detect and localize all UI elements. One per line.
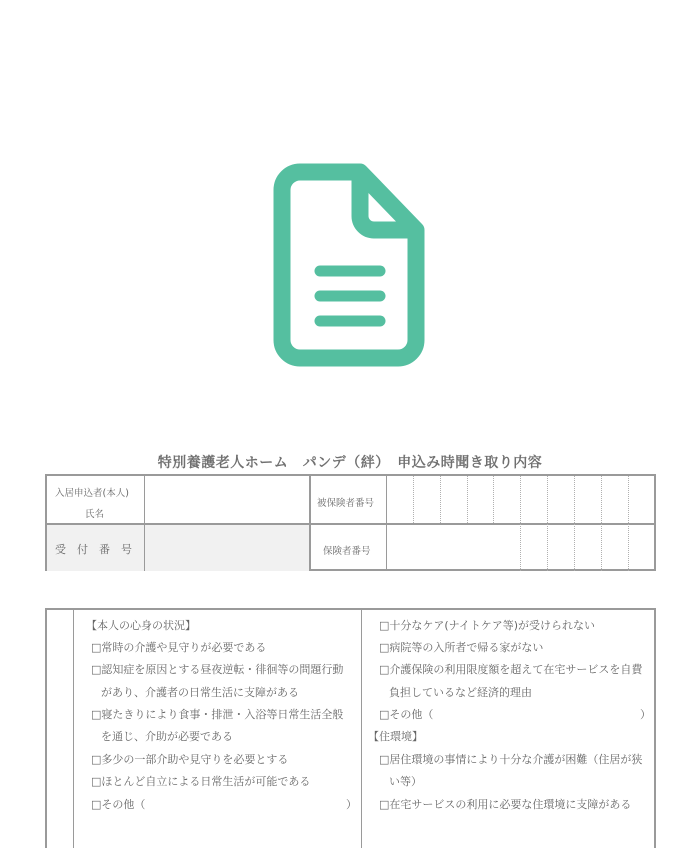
right-row-4-close: ）: [640, 708, 651, 721]
right-row-2: □介護保険の利用限度額を超えて在宅サービスを自費: [379, 663, 643, 676]
right-row-3: 負担しているなど経済的理由: [389, 686, 532, 699]
insured-number-label: 被保険者番号: [317, 498, 375, 509]
left-row-6: □多少の一部介助や見守りを必要とする: [91, 753, 289, 766]
right-row-0: □十分なケア(ナイトケア等)が受けられない: [379, 619, 595, 632]
left-row-8-close: ）: [346, 798, 357, 811]
insurer-number-label: 保険者番号: [323, 546, 371, 557]
left-row-8: □その他（: [91, 798, 146, 811]
left-row-1: □常時の介護や見守りが必要である: [91, 641, 267, 654]
applicant-label-1: 入居申込者(本人): [55, 488, 129, 499]
right-row-1: □病院等の入所者で帰る家がない: [379, 641, 544, 654]
header-table: [45, 474, 656, 571]
document-icon: [272, 160, 428, 370]
receipt-number-label: 受 付 番 号: [55, 543, 132, 556]
right-row-5: 【住環境】: [368, 730, 423, 743]
right-row-8: □在宅サービスの利用に必要な住環境に支障がある: [379, 798, 632, 811]
form-title: 特別養護老人ホーム パンデ（絆） 申込み時聞き取り内容: [157, 455, 543, 471]
right-row-7: い等）: [389, 775, 422, 788]
left-row-4: □寝たきりにより食事・排泄・入浴等日常生活全般: [91, 708, 344, 721]
applicant-label-2: 氏名: [85, 509, 105, 520]
left-row-5: を通じ、介助が必要である: [101, 730, 233, 743]
left-row-0: 【本人の心身の状況】: [86, 619, 196, 632]
left-row-3: があり、介護者の日常生活に支障がある: [101, 686, 299, 699]
left-row-2: □認知症を原因とする昼夜逆転・徘徊等の問題行動: [91, 663, 344, 676]
applicant-name-field[interactable]: [145, 476, 309, 523]
right-row-6: □居住環境の事情により十分な介護が困難（住居が狭: [379, 753, 643, 766]
left-row-7: □ほとんど自立による日常生活が可能である: [91, 775, 311, 788]
right-row-4: □その他（: [379, 708, 434, 721]
receipt-number-cell[interactable]: [145, 524, 309, 571]
